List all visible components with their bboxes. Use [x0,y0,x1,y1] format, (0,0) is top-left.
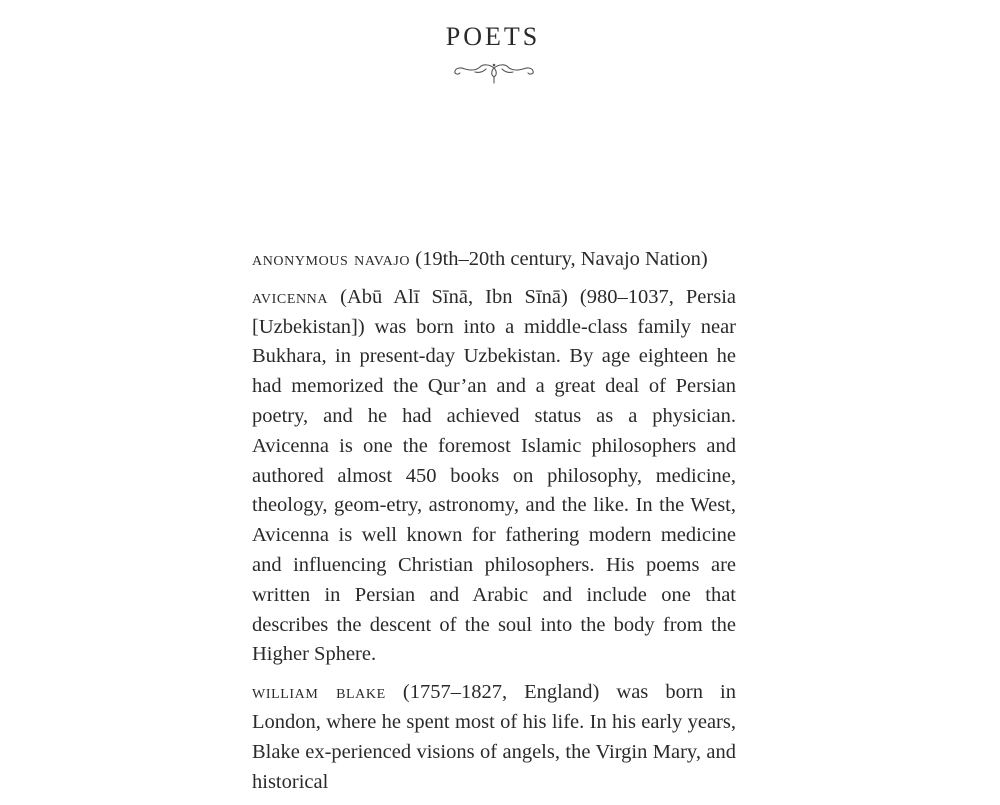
poet-name: william blake [252,681,386,704]
poet-bio: (19th–20th century, Navajo Nation) [410,248,708,270]
poet-name: avicenna [252,285,329,308]
entry-william-blake [252,678,736,797]
poet-entries [252,245,736,805]
poet-bio: (1757–1827, England) was born in London, where he spent most of his life. In his early years, Blake ex-perienced visions of angels, the Virgin Mary, and historical [252,681,736,793]
entry-anonymous-navajo [252,245,736,275]
flourish-ornament-icon [453,60,535,86]
entry-avicenna [252,283,736,670]
poet-name: anonymous navajo [252,248,411,270]
poet-bio: (Abū Alī Sīnā, Ibn Sīnā) (980–1037, Persia [Uzbekistan]) was born into a middle-class family near Bukhara, in present-day Uzbekistan. By age eighteen he had memorized the Qur’an and a great deal of Persian poetry, and he had achieved status as a physician. Avicenna is one the foremost Islamic philosophers and authored almost 450 books on philosophy, medicine, theology, geom-etry, astronomy, and the like. In the West, Avicenna is well known for fathering modern medicine and influencing Christian philosophers. His poems are written in Persian and Arabic and include one that describes the descent of the soul into the body from the Higher Sphere. [252,285,736,666]
page-title: POETS [445,22,541,51]
